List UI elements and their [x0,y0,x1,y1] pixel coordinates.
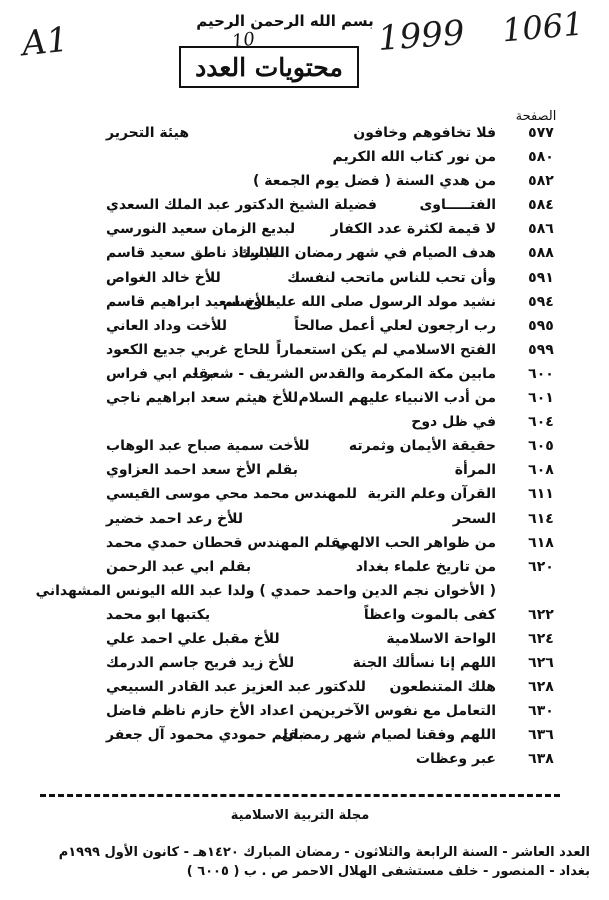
toc-title: من نور كتاب الله الكريم [332,149,496,166]
toc-title: حقيقة الأيمان وثمرته [348,438,496,455]
toc-author: للأخ زيد فريح جاسم الدرمك [106,655,295,672]
toc-author: للأخ هيثم سعد ابراهيم ناجي [106,390,299,407]
basmala: بسم الله الرحمن الرحيم [196,12,374,30]
toc-row [0,266,609,290]
toc-row [0,723,609,747]
toc-row [0,627,609,651]
toc-author: بقلم المهندس قحطان حمدي محمد [106,534,347,551]
toc-title: الفتـــــاوى [419,197,496,214]
toc-author: بقلم الأخ سعد احمد العزاوي [106,462,298,479]
toc-row [0,121,609,145]
toc-author: للأخت سمية صباح عبد الوهاب [106,438,310,455]
toc-page-number: ٥٩٩ [528,341,554,358]
toc-row [0,290,609,314]
toc-title: من ظواهر الحب الالهي [336,534,496,551]
toc-row [0,651,609,675]
toc-title: من تاريخ علماء بغداد [355,558,496,575]
toc-row [0,531,609,555]
toc-title: رب ارجعون لعلي أعمل صالحاً [294,317,496,334]
page-title: محتويات العدد [179,46,359,88]
toc-row [0,362,609,386]
handwritten-a1: A1 [20,19,71,65]
toc-row [0,338,609,362]
toc-row [0,314,609,338]
toc-row [0,747,609,771]
toc-row [0,675,609,699]
toc-author: للأخت وداد العاني [106,317,228,334]
toc-title: عبر وعظات [415,751,496,768]
toc-page-number: ٦٢٤ [528,630,554,647]
toc-row [0,434,609,458]
toc-author: بقلم ابي فراس [106,365,214,382]
magazine-name: مجلة التربية الاسلامية [230,808,370,823]
toc-author: بقلم ابي عبد الرحمن [106,558,252,575]
toc-author: فضيلة الشيخ الدكتور عبد الملك السعدي [106,197,377,214]
toc-author: للأخ رعد احمد خضير [106,510,243,527]
toc-title: مابين مكة المكرمة والقدس الشريف - شعر - [192,365,496,382]
toc-author: هيئة التحرير [106,125,190,141]
divider [40,794,560,797]
toc-title: نشيد مولد الرسول صلى الله عليه وسلم [222,293,496,310]
toc-page-number: ٥٨٢ [528,173,554,190]
toc-page-number: ٥٨٨ [528,245,554,262]
toc-author: بقلم حمودي محمود آل جعفر [106,727,304,744]
toc-row [0,193,609,217]
toc-row [0,555,609,579]
toc-author: للأخ سعيد ابراهيم قاسم [106,293,272,310]
toc-row [0,386,609,410]
toc-author: للأخ خالد الغواص [106,269,221,286]
toc-row [0,217,609,241]
toc-row [0,603,609,627]
toc-row [0,169,609,193]
toc-author: للحاج غربي جديع الكعود [106,341,270,358]
toc-page-number: ٦١٨ [528,534,554,551]
toc-author: من اعداد الأخ حازم ناظم فاضل [106,703,321,720]
toc-page-number: ٦٠١ [528,390,554,407]
toc-title: وأن تحب للناس ماتحب لنفسك [287,269,496,286]
pages-column-header: الصفحة [515,109,557,124]
toc-title: هلك المتنطعون [389,679,496,696]
toc-note: ( الأخوان نجم الدين واحمد حمدي ) ولدا عبد الله اليونس المشهداني [35,582,496,599]
handwritten-year: 1999 [376,13,466,59]
toc-page-number: ٦٠٤ [528,414,554,431]
toc-author: للمهندس محمد محي موسى القيسي [106,486,358,503]
toc-title: المرأة [454,462,496,479]
toc-title: من أدب الانبياء عليهم السلام [298,390,496,407]
handwritten-number: 1061 [500,4,585,50]
address-info: بغداد - المنصور - خلف مستشفى الهلال الاحمر ص . ب ( ٦٠٠٥ ) [186,864,590,879]
toc-title: السحر [452,510,496,527]
toc-row [0,145,609,169]
toc-page-number: ٦٢٦ [528,655,554,672]
toc-title: هدف الصيام في شهر رمضان المبارك [238,245,496,262]
toc-page-number: ٦٢٠ [528,558,554,575]
toc-page-number: ٦٣٦ [528,727,554,744]
toc-page-number: ٥٩٤ [528,293,554,310]
toc-author: يكتبها ابو محمد [106,606,211,623]
toc-page-number: ٥٨٦ [528,221,554,238]
toc-page-number: ٦١٤ [528,510,554,527]
toc-row [0,410,609,434]
toc-title: فلا تخافوهم وخافون [353,125,496,141]
toc-title: الواحة الاسلامية [386,630,496,647]
toc-row [0,507,609,531]
toc-title: اللهم إنا نسألك الجنة [352,655,496,672]
toc-page-number: ٥٩١ [528,269,554,286]
toc-title: القرآن وعلم التربة [367,486,496,503]
toc-page-number: ٥٩٥ [528,317,554,334]
toc-page-number: ٦٢٢ [528,606,554,623]
toc-page-number: ٥٨٠ [528,149,554,166]
toc-page-number: ٦٠٠ [528,365,554,382]
issue-info: العدد العاشر - السنة الرابعة والثلاثون - رمضان المبارك ١٤٢٠هـ - كانون الأول ١٩٩٩م [58,845,590,860]
toc-title: في ظل دوح [411,414,496,431]
toc-page-number: ٦٣٨ [528,751,554,768]
toc-page-number: ٦٠٨ [528,462,554,479]
toc-author: للدكتور عبد العزيز عبد القادر السبيعي [106,679,366,696]
toc-page-number: ٦٢٨ [528,679,554,696]
toc-row [0,482,609,506]
toc-row [0,699,609,723]
toc-title: الفتح الاسلامي لم يكن استعماراً [276,341,496,358]
toc-page-number: ٦٣٠ [528,703,554,720]
toc-title: اللهم وفقنا لصيام شهر رمضان [281,727,496,744]
toc-author: لبديع الزمان سعيد النورسي [106,221,296,238]
toc-title: من هدي السنة ( فضل يوم الجمعة ) [253,173,496,190]
toc-title: كفى بالموت واعظاً [363,606,496,623]
toc-page-number: ٦٠٥ [528,438,554,455]
toc-title: لا قيمة لكثرة عدد الكفار [330,221,496,238]
toc-row [0,579,609,603]
toc-page-number: ٥٨٤ [528,197,554,214]
toc-row [0,241,609,265]
toc-title: التعامل مع نفوس الآخرين [317,703,496,720]
toc-author: للأخ مقبل علي احمد علي [106,630,280,647]
toc-author: للاستاذ ناطق سعيد قاسم [106,245,280,262]
table-of-contents [0,121,609,772]
toc-row [0,458,609,482]
toc-page-number: ٥٧٧ [528,125,554,141]
toc-page-number: ٦١١ [528,486,554,503]
handwritten-issue-number: 10 [230,28,257,53]
